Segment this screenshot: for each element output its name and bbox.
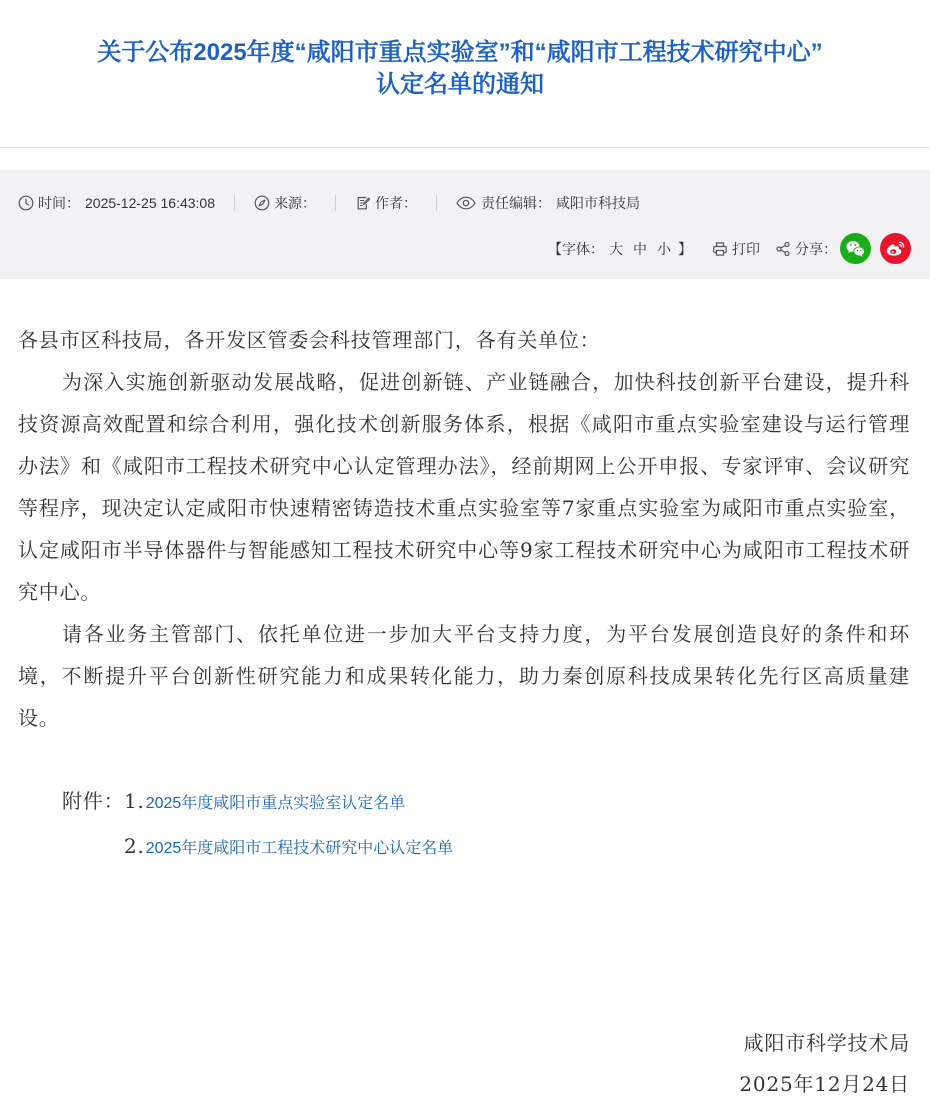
share-label: 分享：	[795, 240, 837, 257]
responsible-editor-value: 咸阳市科技局	[556, 195, 640, 211]
attachment-item	[124, 780, 453, 825]
attachment-item	[124, 825, 453, 870]
document-signature	[18, 1023, 910, 1105]
publish-time-label: 时间：	[38, 195, 80, 211]
article-source-label: 来源：	[274, 195, 316, 211]
meta-divider	[335, 195, 336, 211]
font-size-large-button[interactable]: 大	[609, 240, 623, 257]
meta-info-row	[18, 188, 911, 218]
article-title-line-2: 认定名单的通知	[376, 71, 544, 98]
share-group	[775, 233, 911, 264]
article-header	[0, 0, 930, 148]
meta-divider	[436, 195, 437, 211]
printer-icon[interactable]	[712, 241, 728, 257]
compass-icon	[254, 195, 270, 211]
publish-time	[18, 193, 215, 213]
article-source	[254, 193, 316, 213]
body-paragraph: 为深入实施创新驱动发展战略，促进创新链、产业链融合，加快科技创新平台建设，提升科技资源高效配置和综合利用，强化技术创新服务体系，根据《咸阳市重点实验室建设与运行管理办法》和《咸阳市工程技术研究中心认定管理办法》，经前期网上公开申报、专家评审、会议研究等程序，现决定认定咸阳市快速精密铸造技术重点实验室等7家重点实验室为咸阳市重点实验室，认定咸阳市半导体器件与智能感知工程技术研究中心等9家工程技术研究中心为咸阳市工程技术研究中心。	[18, 370, 910, 604]
issuer-name: 咸阳市科学技术局	[743, 1031, 910, 1055]
attachment-link-key-labs[interactable]: 2025年度咸阳市重点实验室认定名单	[145, 795, 406, 812]
article-title-line-1: 关于公布2025年度“咸阳市重点实验室”和“咸阳市工程技术研究中心”	[97, 39, 823, 66]
attachments-label: 附件：	[62, 789, 125, 813]
body-paragraph: 请各业务主管部门、依托单位进一步加大平台支持力度，为平台发展创造良好的条件和环境，不断提升平台创新性研究能力和成果转化能力，助力秦创原科技成果转化先行区高质量建设。	[18, 622, 910, 730]
attachments	[62, 780, 930, 870]
salutation: 各县市区科技局，各开发区管委会科技管理部门，各有关单位：	[18, 328, 601, 352]
article-body	[18, 319, 910, 739]
attachment-link-engineering-centers[interactable]: 2025年度咸阳市工程技术研究中心认定名单	[145, 840, 454, 857]
issue-date: 2025年12月24日	[739, 1072, 910, 1096]
responsible-editor-label: 责任编辑：	[481, 195, 551, 211]
responsible-editor	[456, 193, 640, 213]
font-size-medium-button[interactable]: 中	[633, 240, 647, 257]
clock-icon	[18, 195, 34, 211]
print-label[interactable]: 打印	[732, 240, 760, 257]
attachment-number: 2.	[124, 834, 145, 858]
wechat-icon[interactable]	[840, 233, 871, 264]
print-button[interactable]	[712, 239, 760, 259]
article-tools-row	[18, 233, 911, 264]
meta-divider	[234, 195, 235, 211]
font-size-prefix: 【字体：	[548, 240, 604, 257]
edit-icon	[355, 195, 371, 211]
attachment-list	[124, 780, 453, 870]
publish-time-value: 2025-12-25 16:43:08	[85, 195, 215, 211]
font-size-small-button[interactable]: 小	[657, 240, 671, 257]
attachment-number: 1.	[124, 789, 145, 813]
eye-icon	[456, 196, 476, 210]
font-size-suffix: 】	[678, 240, 692, 257]
share-icon	[775, 241, 791, 257]
article-author-label: 作者：	[375, 195, 417, 211]
weibo-icon[interactable]	[880, 233, 911, 264]
article-author	[355, 193, 417, 213]
article-meta-bar	[0, 170, 930, 279]
